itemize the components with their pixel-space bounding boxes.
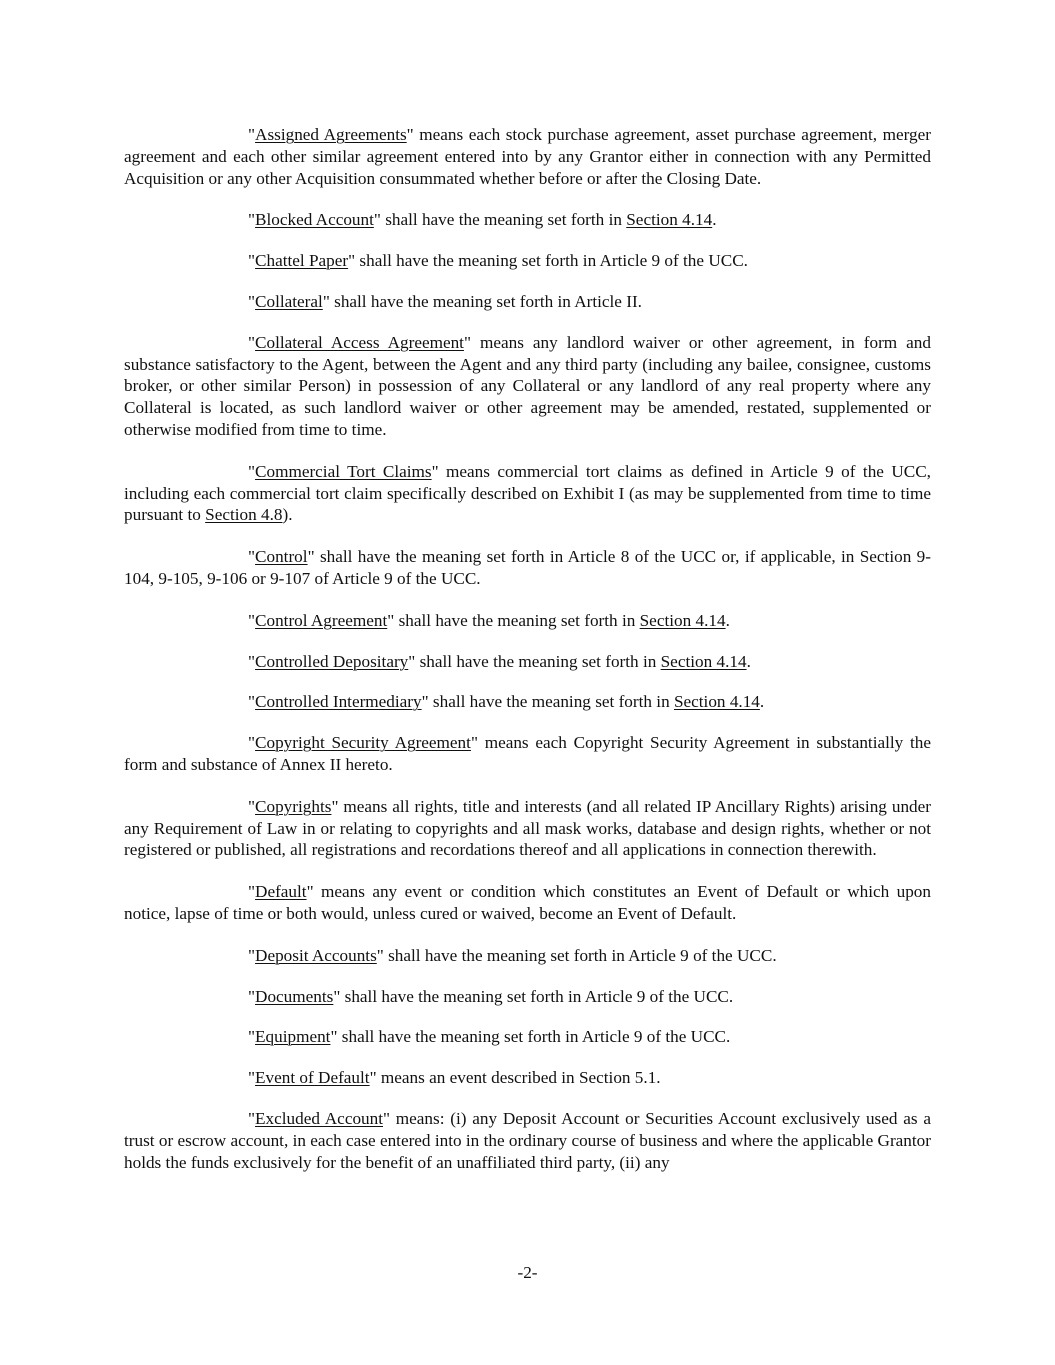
definition-equipment: "Equipment" shall have the meaning set forth in Article 9 of the UCC. <box>248 1027 731 1047</box>
definition-deposit-accounts: "Deposit Accounts" shall have the meaning set forth in Article 9 of the UCC. <box>248 945 777 965</box>
defined-term: Event of Default <box>255 1068 370 1088</box>
defined-term: Equipment <box>255 1027 331 1047</box>
definition-copyrights: "Copyrights" means all rights, title and interests (and all related IP Ancillary Rights) arising under any Requirement of Law in or relating to copyrights and all mask works, database and design rights, whether or not registered or published, all registrations and recordations thereof and all applications in connection therewith. <box>124 796 931 860</box>
definition-chattel-paper: "Chattel Paper" shall have the meaning set forth in Article 9 of the UCC. <box>248 251 748 271</box>
defined-term: Copyrights <box>255 796 332 816</box>
defined-term: Assigned Agreements <box>255 125 407 144</box>
defined-term: Controlled Intermediary <box>255 692 422 712</box>
definition-default: "Default" means any event or condition which constitutes an Event of Default or which upon notice, lapse of time or both would, unless cured or waived, become an Event of Default. <box>124 882 931 923</box>
definition-event-of-default: "Event of Default" means an event described in Section 5.1. <box>248 1068 661 1088</box>
definition-controlled-depositary: "Controlled Depositary" shall have the meaning set forth in Section 4.14. <box>248 651 751 671</box>
definition-collateral: "Collateral" shall have the meaning set forth in Article II. <box>248 291 642 311</box>
section-reference: Section 4.14 <box>626 210 713 230</box>
definition-control-agreement: "Control Agreement" shall have the meaning set forth in Section 4.14. <box>248 610 730 630</box>
definition-assigned-agreements: "Assigned Agreements" means each stock purchase agreement, asset purchase agreement, merger agreement and each other similar agreement entered into by any Grantor either in connection with any Permitted Acquisition or any other Acquisition consummated whether before or after the Closing Date. <box>124 125 931 188</box>
defined-term: Commercial Tort Claims <box>255 461 432 481</box>
defined-term: Default <box>255 882 307 902</box>
defined-term: Collateral <box>255 291 323 311</box>
definition-collateral-access-agreement: "Collateral Access Agreement" means any landlord waiver or other agreement, in form and substance satisfactory to the Agent, between the Agent and any third party (including any bailee, consignee, customs broker, or other similar Person) in possession of any Collateral or any landlord of any real property where any Collateral is located, as such landlord waiver or other agreement may be amended, restated, supplemented or otherwise modified from time to time. <box>124 332 931 439</box>
defined-term: Controlled Depositary <box>255 651 409 671</box>
document-page <box>124 124 931 1193</box>
definition-controlled-intermediary: "Controlled Intermediary" shall have the meaning set forth in Section 4.14. <box>248 692 765 712</box>
definition-commercial-tort-claims: "Commercial Tort Claims" means commercial tort claims as defined in Article 9 of the UCC, including each commercial tort claim specifically described on Exhibit I (as may be supplemented from time to time pursuant to Section 4.8). <box>124 461 931 525</box>
defined-term: Excluded Account <box>255 1108 383 1128</box>
definition-excluded-account: "Excluded Account" means: (i) any Deposit Account or Securities Account exclusively used as a trust or escrow account, in each case entered into in the ordinary course of business and where the applicable Grantor holds the funds exclusively for the benefit of an unaffiliated third party, (ii) any <box>124 1108 931 1172</box>
defined-term: Deposit Accounts <box>255 945 377 965</box>
definition-blocked-account: "Blocked Account" shall have the meaning set forth in Section 4.14. <box>248 210 717 230</box>
defined-term: Blocked Account <box>255 210 374 230</box>
page-number: -2- <box>517 1263 538 1282</box>
defined-term: Control <box>255 547 308 567</box>
defined-term: Documents <box>255 986 334 1006</box>
section-reference: Section 4.8 <box>205 505 283 525</box>
definition-documents: "Documents" shall have the meaning set forth in Article 9 of the UCC. <box>248 986 734 1006</box>
defined-term: Chattel Paper <box>255 251 349 271</box>
defined-term: Collateral Access Agreement <box>255 332 464 352</box>
section-reference: Section 4.14 <box>639 610 726 630</box>
defined-term: Control Agreement <box>255 610 388 630</box>
definition-copyright-security-agreement: "Copyright Security Agreement" means each Copyright Security Agreement in substantially the form and substance of Annex II hereto. <box>124 733 932 774</box>
section-reference: Section 4.14 <box>673 692 760 712</box>
definition-control: "Control" shall have the meaning set forth in Article 8 of the UCC or, if applicable, in Section 9-104, 9-105, 9-106 or 9-107 of Article 9 of the UCC. <box>124 547 931 588</box>
defined-term: Copyright Security Agreement <box>255 733 471 753</box>
section-reference: Section 4.14 <box>660 651 747 671</box>
